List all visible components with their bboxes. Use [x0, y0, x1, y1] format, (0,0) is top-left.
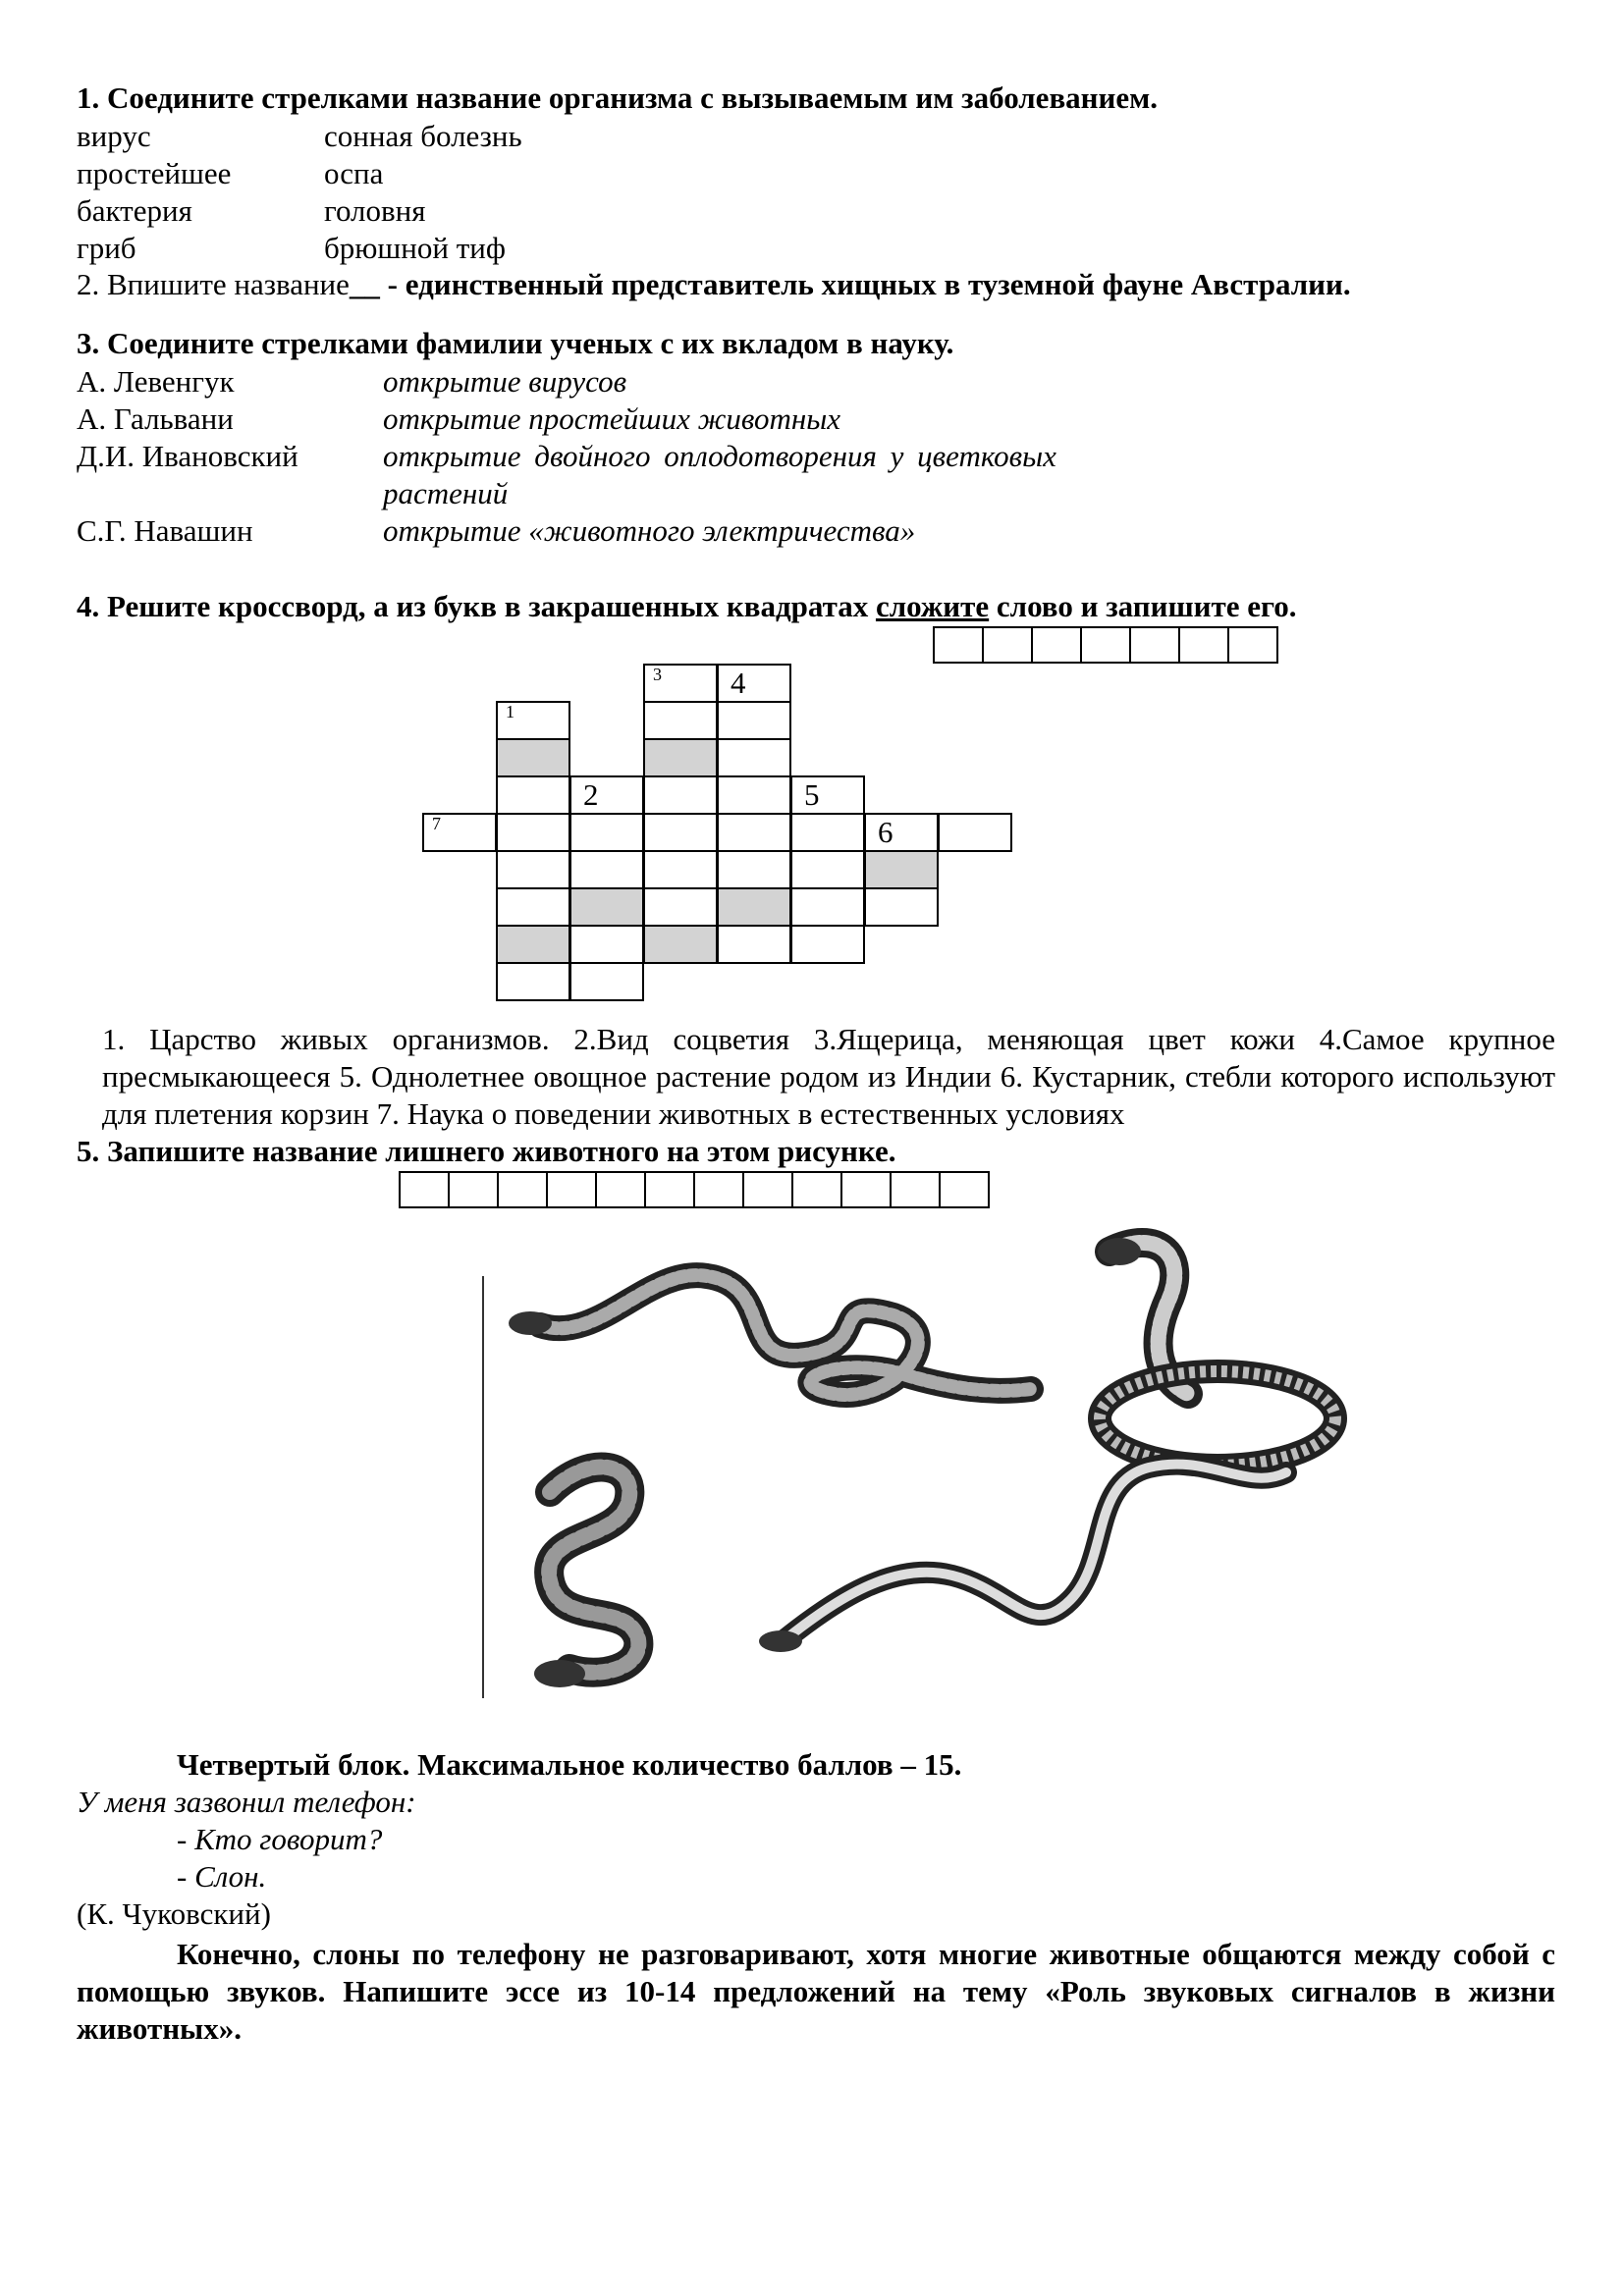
q5-answer-boxes	[401, 1171, 990, 1208]
crossword-cell[interactable]	[938, 813, 1012, 852]
q1-row	[77, 155, 666, 192]
answer-letter-box[interactable]	[1080, 626, 1131, 664]
answer-letter-box[interactable]	[933, 626, 984, 664]
q4-clues: 1. Царство живых организмов. 2.Вид соцветия 3.Ящерица, меняющая цвет кожи 4.Самое крупное пресмыкающееся 5. Однолетнее овощное растение родом из Индии 6. Кустарник, стебли которого используют для плетения корзин 7. Наука о поведении животных в естественных условиях	[102, 1022, 1555, 1131]
crossword-cell[interactable]	[643, 701, 718, 740]
crossword-cell[interactable]	[496, 887, 570, 927]
answer-letter-box[interactable]	[1227, 626, 1278, 664]
crossword-cell[interactable]	[496, 775, 570, 815]
crossword-cell[interactable]	[569, 925, 644, 964]
answer-letter-box[interactable]	[890, 1171, 941, 1208]
q1-disease: головня	[324, 193, 426, 228]
q4-title-underlined: сложите	[875, 589, 990, 623]
answer-letter-box[interactable]	[448, 1171, 499, 1208]
crossword-cell[interactable]	[422, 813, 497, 852]
q3-row	[77, 400, 1157, 438]
q3-scientist: Д.И. Ивановский	[77, 439, 298, 473]
answer-letter-box[interactable]	[939, 1171, 990, 1208]
crossword-cell[interactable]	[569, 850, 644, 889]
crossword-cell-shaded[interactable]	[643, 925, 718, 964]
crossword-number: 7	[432, 814, 441, 833]
q3-contribution: открытие «животного электричества»	[383, 513, 916, 548]
crossword-cell[interactable]	[790, 813, 865, 852]
crossword-number: 5	[804, 777, 820, 812]
crossword-cell[interactable]	[496, 962, 570, 1001]
crossword-cell[interactable]	[643, 887, 718, 927]
q4-title	[77, 589, 1297, 624]
q1-organism: вирус	[77, 119, 151, 153]
crossword-cell[interactable]	[643, 850, 718, 889]
q4-answer-boxes	[935, 626, 1278, 664]
answer-letter-box[interactable]	[1031, 626, 1082, 664]
crossword-cell[interactable]	[864, 813, 939, 852]
poem-line: - Кто говорит?	[177, 1822, 383, 1856]
q3-row	[77, 475, 1157, 512]
answer-letter-box[interactable]	[693, 1171, 744, 1208]
crossword-cell[interactable]	[643, 813, 718, 852]
snakes-illustration	[481, 1207, 1384, 1708]
answer-letter-box[interactable]	[840, 1171, 892, 1208]
viper-icon	[534, 1468, 638, 1687]
q1-organism: гриб	[77, 231, 136, 265]
crossword-cell[interactable]	[643, 775, 718, 815]
q1-disease: сонная болезнь	[324, 119, 522, 153]
crossword-cell[interactable]	[717, 850, 791, 889]
answer-letter-box[interactable]	[1178, 626, 1229, 664]
q3-row	[77, 512, 1157, 550]
crossword-cell[interactable]	[496, 850, 570, 889]
q4-title-part: слово и запишите его.	[989, 589, 1297, 623]
crossword-cell[interactable]	[790, 925, 865, 964]
q3-scientist: А. Гальвани	[77, 401, 234, 436]
q3-contribution: открытие простейших животных	[383, 401, 840, 436]
q2-prefix: 2. Впишите название	[77, 267, 350, 301]
q3-row	[77, 363, 1157, 400]
crossword-cell[interactable]	[864, 887, 939, 927]
q3-contribution: открытие вирусов	[383, 364, 627, 399]
q3-scientist: А. Левенгук	[77, 364, 235, 399]
crossword-cell-shaded[interactable]	[864, 850, 939, 889]
crossword-cell[interactable]	[790, 887, 865, 927]
q3-contribution: растений	[383, 476, 509, 510]
q2-rest: - единственный представитель хищных в туземной фауне Австралии.	[379, 267, 1351, 301]
q3-scientist: С.Г. Навашин	[77, 513, 253, 548]
crossword-number: 4	[731, 666, 746, 700]
crossword-cell[interactable]	[790, 850, 865, 889]
poem-line: - Слон.	[177, 1859, 267, 1894]
block4-heading: Четвертый блок. Максимальное количество баллов – 15.	[177, 1747, 962, 1782]
q2-text	[77, 267, 1351, 302]
answer-letter-box[interactable]	[1129, 626, 1180, 664]
q1-row	[77, 192, 666, 230]
q4-title-part: 4. Решите кроссворд, а из букв в закрашенных квадратах	[77, 589, 876, 623]
answer-letter-box[interactable]	[791, 1171, 842, 1208]
crossword-cell[interactable]	[717, 664, 791, 703]
slender-snake-icon	[759, 1465, 1286, 1652]
crossword-cell[interactable]	[717, 813, 791, 852]
poem-line: У меня зазвонил телефон:	[77, 1785, 416, 1819]
crossword-cell[interactable]	[790, 775, 865, 815]
q3-contribution: открытие двойного оплодотворения у цветковых	[383, 439, 1056, 473]
q1-organism: простейшее	[77, 156, 232, 190]
q1-disease: оспа	[324, 156, 384, 190]
snake-1-icon	[509, 1275, 1031, 1395]
q2-blank[interactable]: __	[349, 267, 380, 301]
crossword-cell-shaded[interactable]	[643, 738, 718, 777]
block4-task: Конечно, слоны по телефону не разговаривают, хотя многие животные общаются между собой с помощью звуков. Напишите эссе из 10-14 предложений на тему «Роль звуковых сигналов в жизни животных».	[77, 1937, 1555, 2046]
crossword-cell-shaded[interactable]	[496, 925, 570, 964]
answer-letter-box[interactable]	[399, 1171, 450, 1208]
q1-organism: бактерия	[77, 193, 192, 228]
poem-author: (К. Чуковский)	[77, 1896, 271, 1931]
q1-row	[77, 118, 666, 155]
cobra-icon	[1098, 1238, 1335, 1466]
crossword-cell[interactable]	[717, 701, 791, 740]
crossword-cell-shaded[interactable]	[569, 887, 644, 927]
q3-row	[77, 438, 1157, 475]
answer-letter-box[interactable]	[982, 626, 1033, 664]
q1-row	[77, 230, 666, 267]
crossword-number: 6	[878, 815, 893, 849]
crossword-cell[interactable]	[569, 813, 644, 852]
crossword-cell[interactable]	[569, 962, 644, 1001]
crossword-cell[interactable]	[717, 738, 791, 777]
answer-letter-box[interactable]	[742, 1171, 793, 1208]
crossword-cell[interactable]	[496, 813, 570, 852]
crossword-cell[interactable]	[717, 925, 791, 964]
crossword-cell[interactable]	[643, 664, 718, 703]
snakes-image	[481, 1207, 1384, 1708]
answer-letter-box[interactable]	[644, 1171, 695, 1208]
crossword-cell[interactable]	[496, 701, 570, 740]
q1-disease: брюшной тиф	[324, 231, 506, 265]
crossword-cell-shaded[interactable]	[717, 887, 791, 927]
q5-title: 5. Запишите название лишнего животного на этом рисунке.	[77, 1134, 896, 1168]
answer-letter-box[interactable]	[546, 1171, 597, 1208]
crossword-cell[interactable]	[569, 775, 644, 815]
q1-title: 1. Соедините стрелками название организма с вызываемым им заболеванием.	[77, 80, 1159, 115]
crossword-number: 1	[506, 702, 514, 721]
answer-letter-box[interactable]	[497, 1171, 548, 1208]
q3-title: 3. Соедините стрелками фамилии ученых с их вкладом в науку.	[77, 326, 954, 360]
crossword-number: 2	[583, 777, 599, 812]
crossword-number: 3	[653, 665, 662, 684]
crossword-cell[interactable]	[717, 775, 791, 815]
answer-letter-box[interactable]	[595, 1171, 646, 1208]
crossword-cell-shaded[interactable]	[496, 738, 570, 777]
